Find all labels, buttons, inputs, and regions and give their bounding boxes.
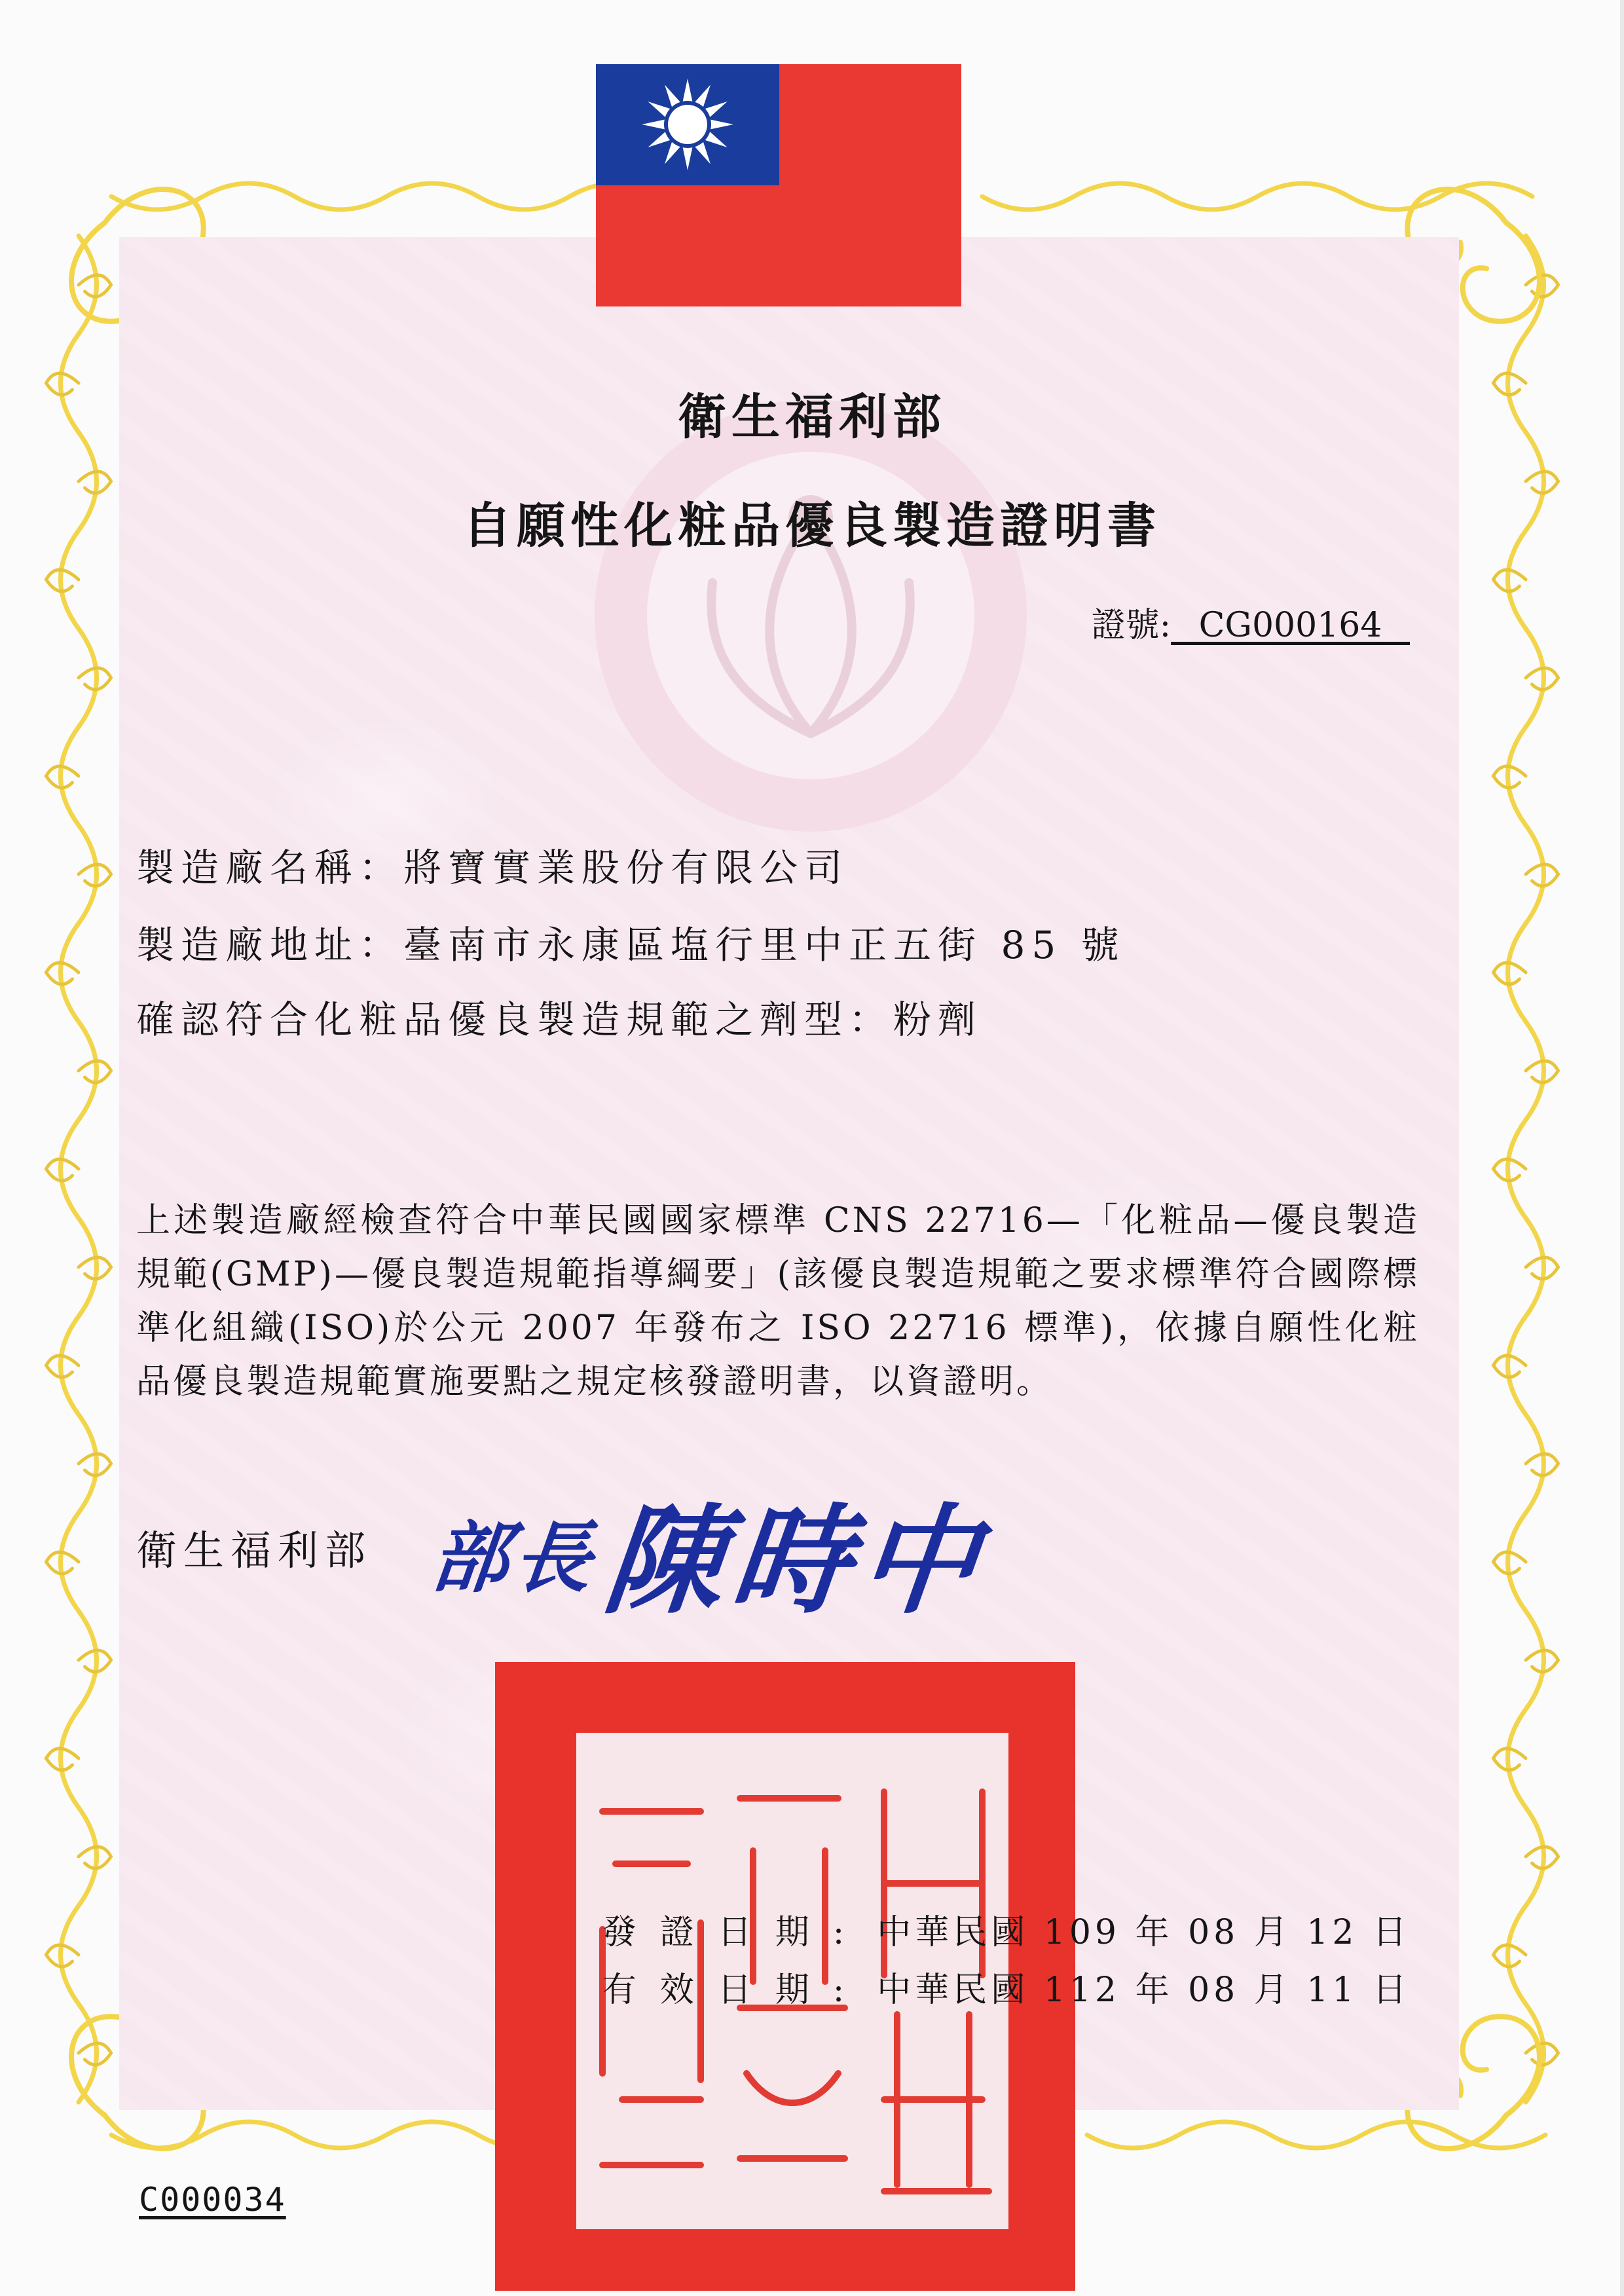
issue-date <box>602 1904 1411 1953</box>
minister-signature <box>423 1467 996 1636</box>
signature-title: 部長 <box>426 1512 602 1603</box>
manufacturer-address: 製造廠地址：臺南市永康區塩行里中正五街 85 號 <box>136 923 1126 967</box>
certificate-number <box>1092 597 1410 646</box>
manufacturer-name: 製造廠名稱：將寶實業股份有限公司 <box>136 845 849 890</box>
issue-date-label: 發證日期: <box>602 1913 868 1952</box>
frame-scroll <box>1087 2122 1545 2148</box>
serial-number: C000034 <box>139 2181 286 2219</box>
valid-date <box>602 1962 1411 2011</box>
certificate-number-value: _ CG000164 _ <box>1171 606 1410 645</box>
taiwan-flag-icon <box>596 64 961 306</box>
signature-name: 陳時中 <box>598 1492 994 1630</box>
certificate-number-label: 證號: <box>1091 606 1172 645</box>
ministry-title: 衛生福利部 <box>678 389 946 445</box>
certification-statement: 上述製造廠經檢查符合中華民國國家標準 CNS 22716—「化粧品—優良製造規範(GMP)—優良製造規範指導綱要」(該優良製造規範之要求標準符合國際標準化組織(ISO)於公元 2007 年發布之 ISO 22716 標準)，依據自願性化粧品優良製造規範實施要點之規定核發證明書，以資證明。 <box>136 1201 1420 1401</box>
certificate-title: 自願性化粧品優良製造證明書 <box>463 498 1161 554</box>
white-sun-icon <box>596 64 779 185</box>
issue-date-value: 中華民國 109 年 08 月 12 日 <box>877 1913 1411 1952</box>
dosage-form: 確認符合化粧品優良製造規範之劑型：粉劑 <box>136 997 983 1042</box>
valid-date-label: 有效日期: <box>602 1971 868 2010</box>
signatory-ministry: 衛生福利部 <box>136 1527 373 1574</box>
valid-date-value: 中華民國 112 年 08 月 11 日 <box>877 1971 1411 2010</box>
